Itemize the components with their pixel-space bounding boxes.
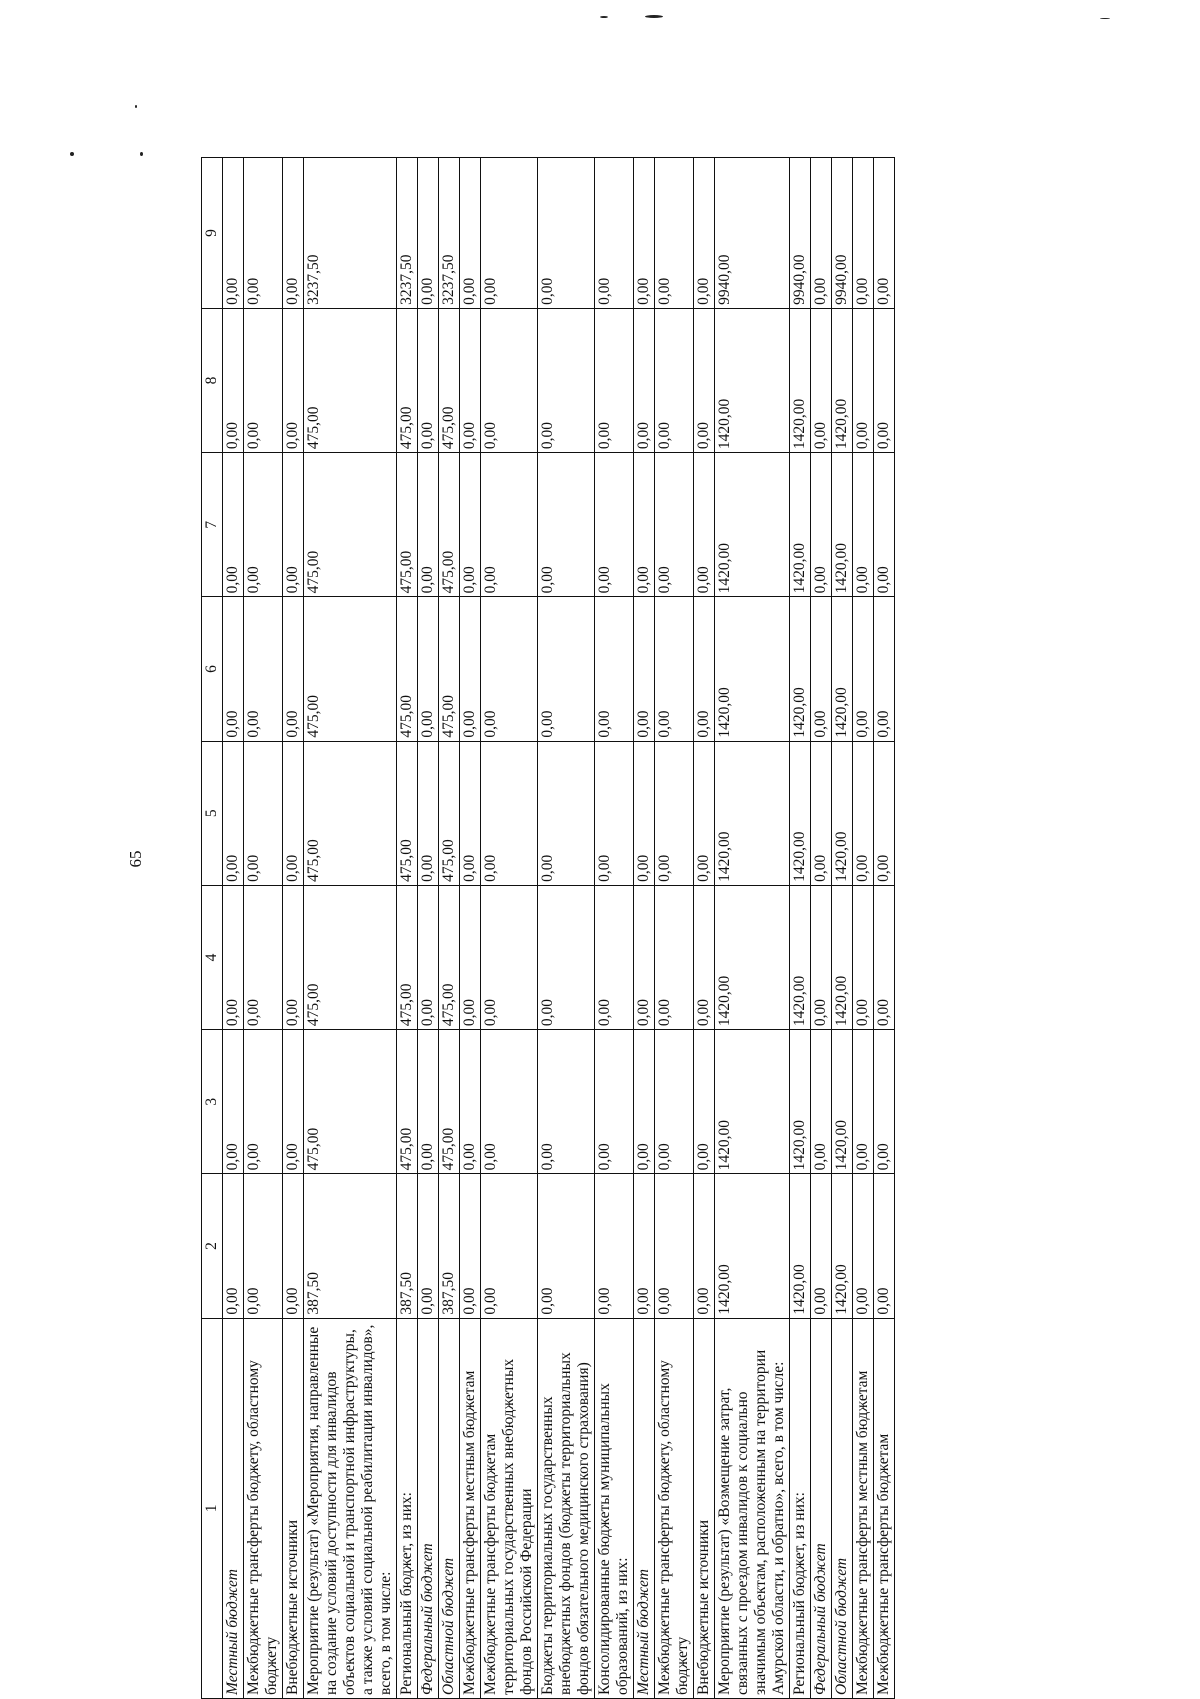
value-cell: 0,00 — [283, 597, 304, 741]
value-cell: 0,00 — [418, 308, 439, 452]
value-cell: 0,00 — [283, 1174, 304, 1318]
value-cell: 0,00 — [634, 453, 655, 597]
value-cell: 0,00 — [283, 308, 304, 452]
value-cell: 0,00 — [244, 885, 283, 1029]
value-cell: 0,00 — [853, 741, 874, 885]
value-cell: 0,00 — [223, 1030, 244, 1174]
value-cell: 0,00 — [694, 308, 715, 452]
value-cell: 0,00 — [460, 885, 481, 1029]
value-cell: 0,00 — [874, 308, 895, 452]
value-cell: 0,00 — [853, 1030, 874, 1174]
value-cell: 3237,50 — [304, 158, 397, 309]
value-cell: 0,00 — [418, 1174, 439, 1318]
value-cell: 0,00 — [223, 453, 244, 597]
row-label: Мероприятие (результат) «Возмещение затрат, связанных с проездом инвалидов к социально значимым объектам, расположенным на территории Амурской области, и обратно», всего, в том числе: — [715, 1318, 790, 1698]
table-row — [853, 158, 874, 1699]
row-label: Межбюджетные трансферты бюджету, областному бюджету — [655, 1318, 694, 1698]
value-cell: 0,00 — [694, 1174, 715, 1318]
value-cell: 0,00 — [811, 453, 832, 597]
table-row — [811, 158, 832, 1699]
table-row — [694, 158, 715, 1699]
value-cell: 0,00 — [874, 885, 895, 1029]
column-number: 8 — [202, 308, 223, 452]
value-cell: 0,00 — [811, 308, 832, 452]
value-cell: 1420,00 — [715, 597, 790, 741]
value-cell: 1420,00 — [832, 308, 853, 452]
value-cell: 0,00 — [481, 308, 538, 452]
value-cell: 475,00 — [304, 453, 397, 597]
value-cell: 0,00 — [874, 741, 895, 885]
value-cell: 475,00 — [397, 597, 418, 741]
value-cell: 1420,00 — [790, 741, 811, 885]
rotated-table-frame — [201, 157, 1111, 1699]
value-cell: 0,00 — [223, 308, 244, 452]
value-cell: 475,00 — [397, 453, 418, 597]
value-cell: 0,00 — [538, 158, 595, 309]
row-label: Федеральный бюджет — [811, 1318, 832, 1698]
value-cell: 0,00 — [595, 597, 634, 741]
value-cell: 0,00 — [595, 453, 634, 597]
value-cell: 0,00 — [223, 1174, 244, 1318]
value-cell: 0,00 — [874, 1174, 895, 1318]
budget-table-container — [201, 157, 1111, 1699]
value-cell: 0,00 — [460, 158, 481, 309]
value-cell: 0,00 — [595, 308, 634, 452]
value-cell: 0,00 — [874, 453, 895, 597]
value-cell: 0,00 — [418, 453, 439, 597]
column-number: 4 — [202, 885, 223, 1029]
value-cell: 0,00 — [244, 1174, 283, 1318]
table-row — [790, 158, 811, 1699]
value-cell: 0,00 — [283, 158, 304, 309]
value-cell: 1420,00 — [715, 308, 790, 452]
value-cell: 0,00 — [853, 1174, 874, 1318]
value-cell: 0,00 — [538, 453, 595, 597]
row-label: Местный бюджет — [634, 1318, 655, 1698]
value-cell: 0,00 — [595, 1174, 634, 1318]
value-cell: 0,00 — [538, 741, 595, 885]
value-cell: 0,00 — [538, 597, 595, 741]
value-cell: 0,00 — [418, 1030, 439, 1174]
value-cell: 0,00 — [244, 597, 283, 741]
table-row — [538, 158, 595, 1699]
table-row — [832, 158, 853, 1699]
table-row — [460, 158, 481, 1699]
row-label: Межбюджетные трансферты бюджетам территориальных государственных внебюджетных фондов Российской Федерации — [481, 1318, 538, 1698]
value-cell: 1420,00 — [832, 597, 853, 741]
value-cell: 0,00 — [223, 885, 244, 1029]
value-cell: 3237,50 — [397, 158, 418, 309]
value-cell: 0,00 — [811, 741, 832, 885]
value-cell: 9940,00 — [832, 158, 853, 309]
row-label: Региональный бюджет, из них: — [790, 1318, 811, 1698]
value-cell: 0,00 — [694, 741, 715, 885]
value-cell: 0,00 — [538, 1174, 595, 1318]
value-cell: 0,00 — [634, 1030, 655, 1174]
scan-speck — [135, 105, 137, 108]
value-cell: 0,00 — [418, 158, 439, 309]
value-cell: 0,00 — [460, 308, 481, 452]
value-cell: 0,00 — [694, 885, 715, 1029]
row-label: Местный бюджет — [223, 1318, 244, 1698]
value-cell: 387,50 — [397, 1174, 418, 1318]
value-cell: 0,00 — [460, 1030, 481, 1174]
value-cell: 0,00 — [634, 885, 655, 1029]
value-cell: 1420,00 — [832, 885, 853, 1029]
table-row — [595, 158, 634, 1699]
value-cell: 0,00 — [460, 1174, 481, 1318]
scan-speck — [1100, 18, 1110, 19]
value-cell: 0,00 — [223, 158, 244, 309]
table-row — [481, 158, 538, 1699]
value-cell: 0,00 — [460, 597, 481, 741]
value-cell: 0,00 — [418, 597, 439, 741]
value-cell: 0,00 — [874, 597, 895, 741]
value-cell: 1420,00 — [715, 1030, 790, 1174]
row-label: Консолидированные бюджеты муниципальных образований, из них: — [595, 1318, 634, 1698]
column-number: 6 — [202, 597, 223, 741]
value-cell: 475,00 — [397, 308, 418, 452]
value-cell: 0,00 — [481, 597, 538, 741]
value-cell: 475,00 — [397, 885, 418, 1029]
value-cell: 0,00 — [655, 308, 694, 452]
row-label: Региональный бюджет, из них: — [397, 1318, 418, 1698]
value-cell: 0,00 — [283, 1030, 304, 1174]
value-cell: 0,00 — [595, 158, 634, 309]
value-cell: 1420,00 — [832, 741, 853, 885]
value-cell: 0,00 — [460, 741, 481, 885]
value-cell: 3237,50 — [439, 158, 460, 309]
value-cell: 0,00 — [655, 453, 694, 597]
value-cell: 0,00 — [655, 1030, 694, 1174]
value-cell: 0,00 — [538, 885, 595, 1029]
value-cell: 0,00 — [694, 1030, 715, 1174]
row-label: Межбюджетные трансферты бюджетам — [874, 1318, 895, 1698]
value-cell: 0,00 — [853, 885, 874, 1029]
value-cell: 1420,00 — [790, 453, 811, 597]
value-cell: 0,00 — [655, 741, 694, 885]
budget-table — [201, 157, 895, 1699]
table-row — [634, 158, 655, 1699]
value-cell: 1420,00 — [790, 885, 811, 1029]
value-cell: 0,00 — [595, 885, 634, 1029]
value-cell: 0,00 — [481, 1030, 538, 1174]
value-cell: 0,00 — [481, 158, 538, 309]
value-cell: 1420,00 — [832, 453, 853, 597]
value-cell: 1420,00 — [790, 1030, 811, 1174]
value-cell: 0,00 — [634, 741, 655, 885]
column-number: 9 — [202, 158, 223, 309]
value-cell: 0,00 — [811, 885, 832, 1029]
value-cell: 387,50 — [304, 1174, 397, 1318]
value-cell: 0,00 — [538, 308, 595, 452]
value-cell: 0,00 — [655, 885, 694, 1029]
value-cell: 1420,00 — [790, 308, 811, 452]
value-cell: 475,00 — [304, 885, 397, 1029]
value-cell: 0,00 — [853, 158, 874, 309]
value-cell: 0,00 — [853, 597, 874, 741]
value-cell: 0,00 — [244, 1030, 283, 1174]
table-row — [244, 158, 283, 1699]
value-cell: 0,00 — [283, 885, 304, 1029]
value-cell: 0,00 — [874, 1030, 895, 1174]
value-cell: 0,00 — [481, 1174, 538, 1318]
row-label: Межбюджетные трансферты местным бюджетам — [460, 1318, 481, 1698]
row-label: Областной бюджет — [832, 1318, 853, 1698]
row-label: Внебюджетные источники — [283, 1318, 304, 1698]
scan-speck — [600, 16, 608, 18]
value-cell: 475,00 — [304, 308, 397, 452]
value-cell: 0,00 — [694, 597, 715, 741]
column-number: 7 — [202, 453, 223, 597]
row-label: Межбюджетные трансферты местным бюджетам — [853, 1318, 874, 1698]
value-cell: 9940,00 — [715, 158, 790, 309]
value-cell: 475,00 — [439, 885, 460, 1029]
value-cell: 1420,00 — [790, 597, 811, 741]
page-number: 65 — [126, 850, 145, 868]
table-row — [874, 158, 895, 1699]
row-label: Федеральный бюджет — [418, 1318, 439, 1698]
value-cell: 0,00 — [811, 597, 832, 741]
value-cell: 0,00 — [853, 453, 874, 597]
value-cell: 0,00 — [634, 597, 655, 741]
value-cell: 0,00 — [418, 741, 439, 885]
value-cell: 0,00 — [283, 741, 304, 885]
value-cell: 0,00 — [811, 1174, 832, 1318]
row-label: Внебюджетные источники — [694, 1318, 715, 1698]
value-cell: 1420,00 — [790, 1174, 811, 1318]
value-cell: 1420,00 — [715, 1174, 790, 1318]
column-number: 1 — [202, 1318, 223, 1698]
value-cell: 475,00 — [304, 1030, 397, 1174]
value-cell: 0,00 — [655, 158, 694, 309]
table-body — [223, 158, 895, 1699]
column-number: 2 — [202, 1174, 223, 1318]
value-cell: 0,00 — [655, 597, 694, 741]
value-cell: 0,00 — [811, 158, 832, 309]
value-cell: 475,00 — [439, 1030, 460, 1174]
value-cell: 0,00 — [244, 453, 283, 597]
value-cell: 0,00 — [595, 741, 634, 885]
value-cell: 1420,00 — [715, 741, 790, 885]
value-cell: 1420,00 — [715, 453, 790, 597]
row-label: Бюджеты территориальных государственных внебюджетных фондов (бюджеты территориальных фондов обязательного медицинского страхования) — [538, 1318, 595, 1698]
table-row — [715, 158, 790, 1699]
value-cell: 0,00 — [595, 1030, 634, 1174]
value-cell: 475,00 — [439, 597, 460, 741]
value-cell: 387,50 — [439, 1174, 460, 1318]
value-cell: 0,00 — [481, 885, 538, 1029]
value-cell: 0,00 — [634, 158, 655, 309]
value-cell: 1420,00 — [715, 885, 790, 1029]
table-row — [283, 158, 304, 1699]
value-cell: 1420,00 — [832, 1030, 853, 1174]
value-cell: 0,00 — [538, 1030, 595, 1174]
value-cell: 475,00 — [439, 453, 460, 597]
table-row — [655, 158, 694, 1699]
value-cell: 0,00 — [634, 308, 655, 452]
value-cell: 9940,00 — [790, 158, 811, 309]
value-cell: 0,00 — [694, 158, 715, 309]
table-row — [397, 158, 418, 1699]
table-row — [304, 158, 397, 1699]
value-cell: 0,00 — [874, 158, 895, 309]
value-cell: 0,00 — [223, 597, 244, 741]
value-cell: 0,00 — [694, 453, 715, 597]
row-label: Межбюджетные трансферты бюджету, областному бюджету — [244, 1318, 283, 1698]
value-cell: 1420,00 — [832, 1174, 853, 1318]
row-label: Мероприятие (результат) «Мероприятия, направленные на создание условий доступности для инвалидов объектов социальной и транспортной инфраструктуры, а также условий социальной реабилитации инвалидов», всего, в том числе: — [304, 1318, 397, 1698]
value-cell: 475,00 — [439, 308, 460, 452]
value-cell: 0,00 — [460, 453, 481, 597]
scan-speck — [70, 152, 74, 156]
table-header-row — [202, 158, 223, 1699]
table-row — [439, 158, 460, 1699]
row-label: Областной бюджет — [439, 1318, 460, 1698]
table-row — [223, 158, 244, 1699]
value-cell: 475,00 — [397, 1030, 418, 1174]
value-cell: 0,00 — [244, 158, 283, 309]
value-cell: 0,00 — [283, 453, 304, 597]
column-number: 3 — [202, 1030, 223, 1174]
column-number: 5 — [202, 741, 223, 885]
value-cell: 0,00 — [655, 1174, 694, 1318]
value-cell: 0,00 — [244, 741, 283, 885]
value-cell: 475,00 — [397, 741, 418, 885]
value-cell: 0,00 — [418, 885, 439, 1029]
value-cell: 0,00 — [811, 1030, 832, 1174]
scan-speck — [645, 15, 663, 18]
value-cell: 0,00 — [634, 1174, 655, 1318]
value-cell: 0,00 — [853, 308, 874, 452]
table-row — [418, 158, 439, 1699]
value-cell: 475,00 — [304, 597, 397, 741]
value-cell: 0,00 — [244, 308, 283, 452]
value-cell: 0,00 — [223, 741, 244, 885]
value-cell: 0,00 — [481, 453, 538, 597]
scan-speck — [140, 152, 143, 156]
value-cell: 0,00 — [481, 741, 538, 885]
value-cell: 475,00 — [304, 741, 397, 885]
value-cell: 475,00 — [439, 741, 460, 885]
